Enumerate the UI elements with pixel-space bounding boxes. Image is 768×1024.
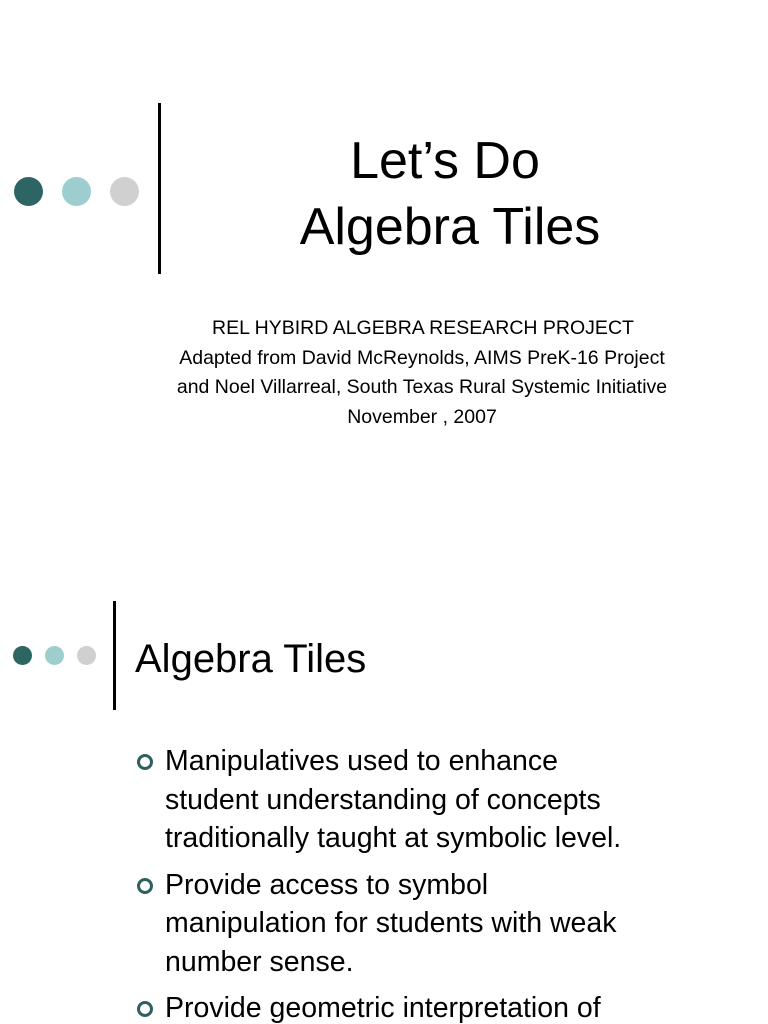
hollow-circle-bullet-icon bbox=[137, 1001, 153, 1017]
bullet-text bbox=[165, 989, 755, 1024]
title-line: Let’s Do bbox=[350, 132, 540, 190]
bullet-line: Provide access to symbol bbox=[165, 868, 489, 901]
decorative-dot-medium bbox=[45, 646, 64, 665]
title-line: Algebra Tiles bbox=[299, 198, 601, 256]
bullet-text bbox=[165, 866, 755, 982]
bullet-line: Manipulatives used to enhance bbox=[165, 745, 558, 777]
bullet-item bbox=[135, 742, 755, 858]
bullet-list bbox=[135, 742, 755, 1024]
slide-subtitle bbox=[100, 314, 744, 432]
bullet-item bbox=[135, 866, 755, 982]
bullet-line: manipulation for students with weak bbox=[165, 907, 617, 939]
slide-title bbox=[200, 128, 700, 260]
bullet-item bbox=[135, 989, 755, 1024]
decorative-dot-light bbox=[110, 177, 139, 206]
decorative-dot-light bbox=[77, 646, 96, 665]
decorative-dot-medium bbox=[62, 177, 91, 206]
subtitle-line: and Noel Villarreal, South Texas Rural Systemic Initiative bbox=[176, 376, 668, 398]
vertical-divider bbox=[113, 601, 116, 710]
decorative-dot-dark bbox=[13, 646, 32, 665]
vertical-divider bbox=[158, 103, 161, 274]
bullet-line: number sense. bbox=[165, 945, 354, 978]
bullet-text bbox=[165, 742, 755, 858]
subtitle-line: REL HYBIRD ALGEBRA RESEARCH PROJECT bbox=[212, 317, 634, 339]
hollow-circle-bullet-icon bbox=[137, 878, 153, 894]
subtitle-line: November , 2007 bbox=[347, 405, 497, 428]
hollow-circle-bullet-icon bbox=[137, 754, 153, 770]
slide-title: Algebra Tiles bbox=[135, 637, 367, 681]
content-slide bbox=[0, 576, 768, 1024]
bullet-line: Provide geometric interpretation of bbox=[165, 992, 601, 1024]
bullet-line: traditionally taught at symbolic level. bbox=[165, 822, 622, 854]
subtitle-line: Adapted from David McReynolds, AIMS PreK-16 Project bbox=[179, 346, 665, 369]
decorative-dot-dark bbox=[14, 177, 43, 206]
bullet-line: student understanding of concepts bbox=[165, 783, 601, 816]
